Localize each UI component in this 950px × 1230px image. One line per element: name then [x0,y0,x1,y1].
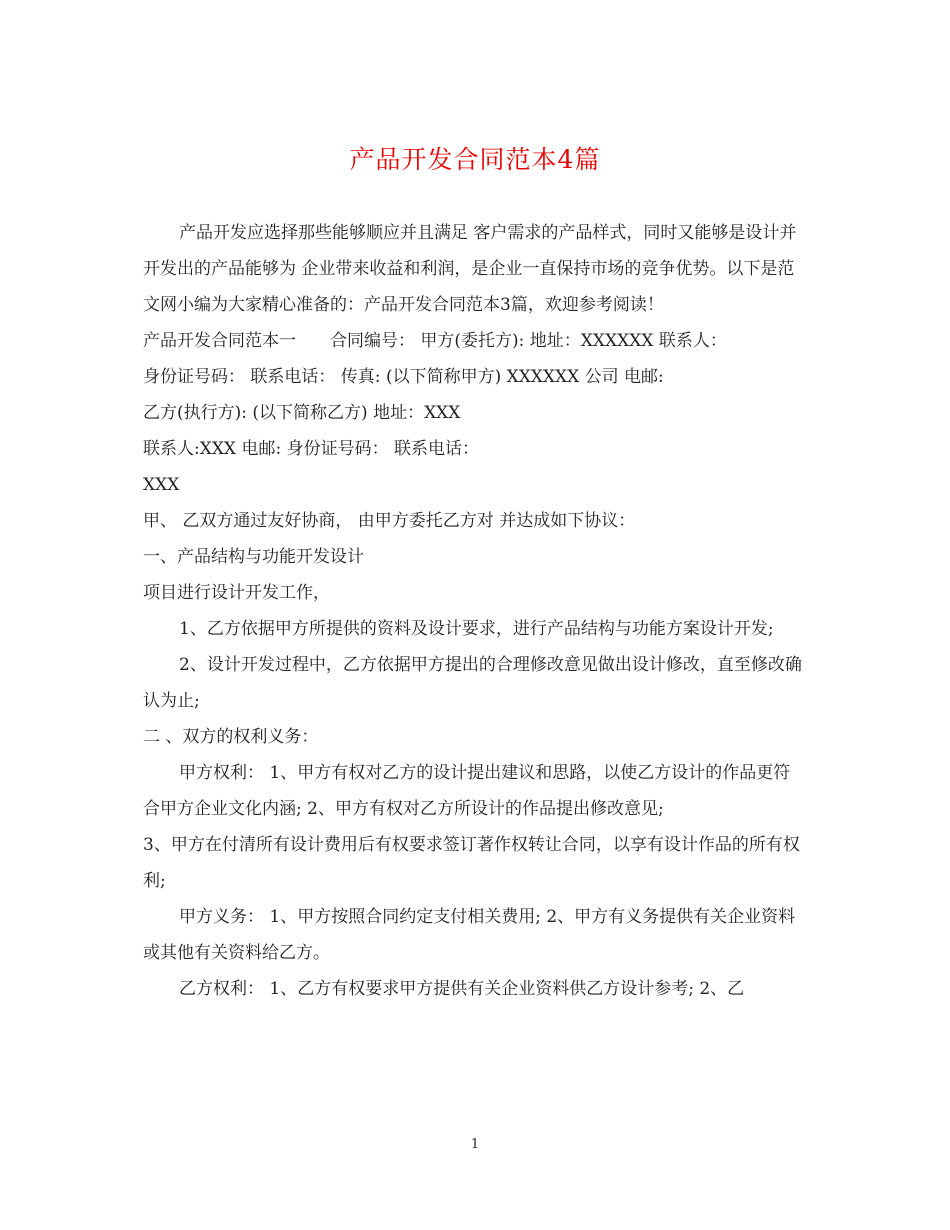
section-one-heading: 一、产品结构与功能开发设计 [143,547,364,567]
party-b-rights-paragraph: 乙方权利： 1、乙方有权要求甲方提供有关企业资料供乙方设计参考; 2、乙 [179,979,745,999]
party-a-obligations-paragraph: 甲方义务： 1、甲方按照合同约定支付相关费用; 2、甲方有义务提供有关企业资料或其他有关资料给乙方。 [143,907,796,963]
agreement-intro-line: 甲、 乙双方通过友好协商， 由甲方委托乙方对 并达成如下协议： [143,511,636,531]
party-b-contact-line: 联系人:XXX 电邮: 身份证号码： 联系电话： [143,439,479,459]
party-b-line: 乙方(执行方): (以下简称乙方) 地址：XXX [143,403,461,423]
section-two-heading: 二 、双方的权利义务： [143,727,319,747]
document-title: 产品开发合同范本4篇 [349,145,601,174]
party-a-rights-item-3: 3、甲方在付清所有设计费用后有权要求签订著作权转让合同，以享有设计作品的所有权利; [143,835,800,891]
page-number: 1 [470,1137,480,1152]
party-a-details-line: 身份证号码： 联系电话： 传真: (以下简称甲方) XXXXXX 公司 电邮: [143,367,664,387]
party-a-rights-paragraph: 甲方权利： 1、甲方有权对乙方的设计提出建议和思路，以使乙方设计的作品更符合甲方企业文化内涵; 2、甲方有权对乙方所设计的作品提出修改意见; [143,763,791,819]
contract-header-line: 产品开发合同范本一 合同编号： 甲方(委托方): 地址：XXXXXX 联系人： [143,331,727,351]
project-work-line: 项目进行设计开发工作， [143,583,330,603]
clause-1-paragraph: 1、乙方依据甲方所提供的资料及设计要求，进行产品结构与功能方案设计开发; [179,619,774,639]
intro-paragraph: 产品开发应选择那些能够顺应并且满足 客户需求的产品样式，同时又能够是设计并开发出的产品能够为 企业带来收益和利润，是企业一直保持市场的竞争优势。以下是范文网小编为大家精心准备的：产品开发合同范本3篇，欢迎参考阅读！ [143,223,797,315]
party-b-phone-line: XXX [143,475,180,495]
document-body [143,215,805,1007]
clause-2-paragraph: 2、设计开发过程中，乙方依据甲方提出的合理修改意见做出设计修改，直至修改确认为止; [143,655,802,711]
